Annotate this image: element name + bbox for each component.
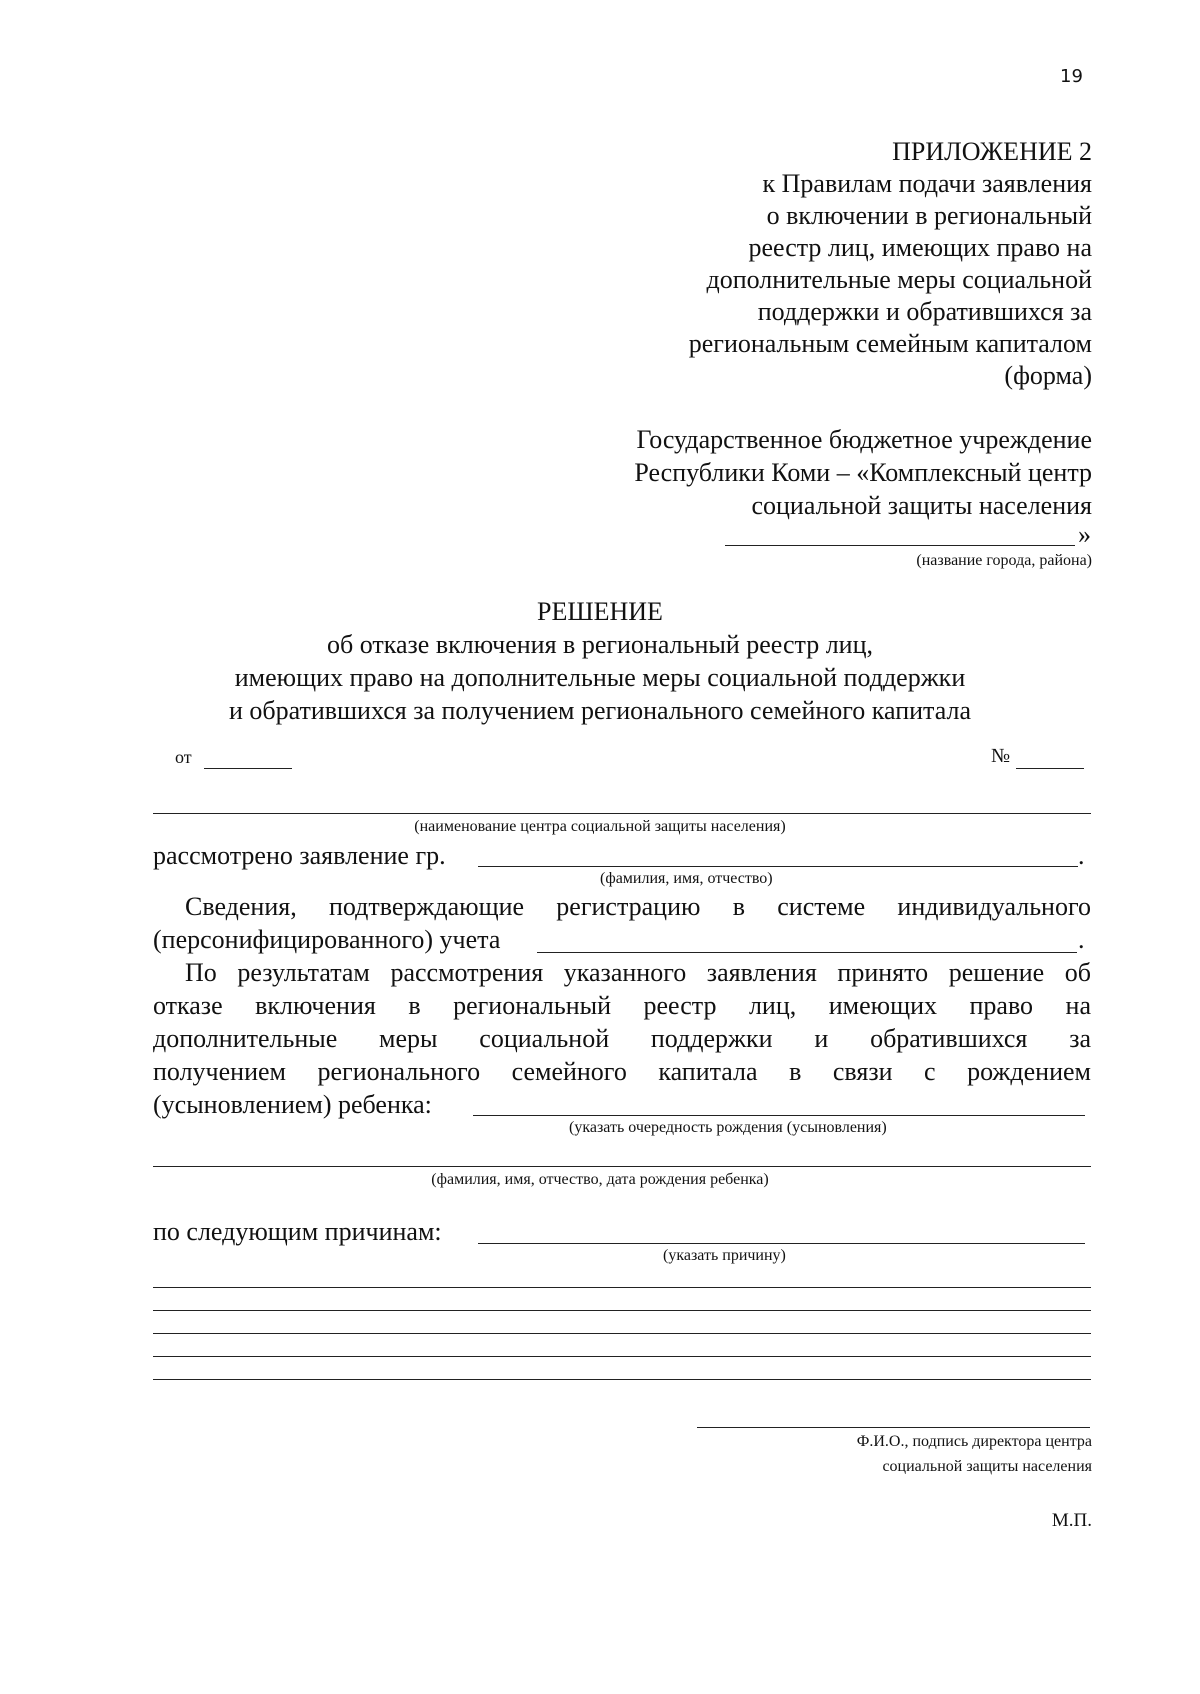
decision-subtitle-line: об отказе включения в региональный реестр лиц, <box>326 630 873 659</box>
signature-caption: социальной защиты населения <box>882 1458 1092 1475</box>
reason-line <box>153 1356 1091 1357</box>
birth-order-line <box>473 1115 1085 1116</box>
center-name-line <box>153 813 1091 814</box>
reason-line <box>153 1333 1091 1334</box>
birth-order-caption: (указать очередность рождения (усыновления) <box>569 1119 887 1136</box>
appendix-line: к Правилам подачи заявления <box>762 169 1092 198</box>
child-details-caption: (фамилия, имя, отчество, дата рождения ребенка) <box>431 1171 769 1188</box>
reasons-label: по следующим причинам: <box>153 1217 442 1246</box>
result-line: По результатам рассмотрения указанного заявления принято решение об <box>185 958 1091 987</box>
appendix-form-label: (форма) <box>1004 361 1092 390</box>
registration-end: . <box>1078 925 1085 954</box>
appendix-line: поддержки и обратившихся за <box>757 297 1092 326</box>
center-name-caption: (наименование центра социальной защиты населения) <box>414 818 786 835</box>
reason-line <box>478 1243 1085 1244</box>
appendix-line: о включении в региональный <box>766 201 1092 230</box>
child-label: (усыновлением) ребенка: <box>153 1090 432 1119</box>
result-line: дополнительные меры социальной поддержки и обратившихся за <box>153 1024 1091 1053</box>
closing-quote: » <box>1078 520 1091 549</box>
signature-line <box>697 1427 1090 1428</box>
number-blank-line <box>1016 768 1084 769</box>
decision-title: РЕШЕНИЕ <box>537 597 663 626</box>
result-line: отказе включения в региональный реестр лиц, имеющих право на <box>153 991 1091 1020</box>
fio-caption: (фамилия, имя, отчество) <box>600 870 773 887</box>
city-blank-line <box>725 545 1075 546</box>
application-end: . <box>1078 841 1085 870</box>
appendix-title: ПРИЛОЖЕНИЕ 2 <box>892 137 1092 166</box>
page-number: 19 <box>1060 66 1083 87</box>
child-details-line <box>153 1166 1091 1167</box>
addressee-line: Государственное бюджетное учреждение <box>636 425 1092 454</box>
reason-line <box>153 1287 1091 1288</box>
appendix-line: региональным семейным капиталом <box>688 329 1092 358</box>
decision-subtitle-line: и обратившихся за получением регионального семейного капитала <box>228 696 972 725</box>
result-line: получением регионального семейного капитала в связи с рождением <box>153 1057 1091 1086</box>
decision-subtitle-line: имеющих право на дополнительные меры социальной поддержки <box>234 663 966 692</box>
appendix-line: реестр лиц, имеющих право на <box>748 233 1092 262</box>
registration-line: Сведения, подтверждающие регистрацию в системе индивидуального <box>185 892 1091 921</box>
registration-blank-line <box>537 952 1077 953</box>
applicant-name-line <box>478 866 1078 867</box>
reason-line <box>153 1310 1091 1311</box>
stamp-label: М.П. <box>1051 1510 1092 1531</box>
application-label: рассмотрено заявление гр. <box>153 841 446 870</box>
city-caption: (название города, района) <box>916 552 1092 569</box>
signature-caption: Ф.И.О., подпись директора центра <box>856 1433 1092 1450</box>
date-blank-line <box>204 768 292 769</box>
reason-caption: (указать причину) <box>663 1247 786 1264</box>
number-label: № <box>991 745 1011 767</box>
registration-label: (персонифицированного) учета <box>153 925 501 954</box>
from-label: от <box>175 747 192 767</box>
reason-line <box>153 1379 1091 1380</box>
addressee-line: социальной защиты населения <box>751 491 1092 520</box>
appendix-line: дополнительные меры социальной <box>706 265 1092 294</box>
addressee-line: Республики Коми – «Комплексный центр <box>634 458 1092 487</box>
